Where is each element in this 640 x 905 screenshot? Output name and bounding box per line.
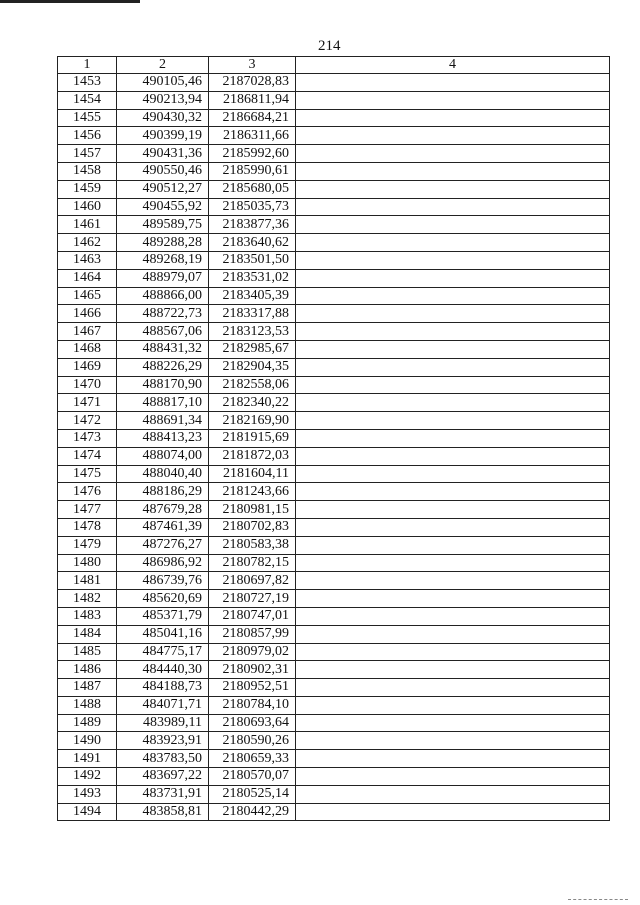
column-header-4: 4 (296, 57, 610, 74)
scan-edge-line (0, 0, 140, 3)
point-number-cell: 1470 (58, 376, 117, 394)
x-coordinate-cell: 484188,73 (117, 679, 209, 697)
y-coordinate-cell: 2181604,11 (209, 465, 296, 483)
x-coordinate-cell: 490213,94 (117, 91, 209, 109)
note-cell (296, 590, 610, 608)
point-number-cell: 1471 (58, 394, 117, 412)
x-coordinate-cell: 488866,00 (117, 287, 209, 305)
note-cell (296, 447, 610, 465)
y-coordinate-cell: 2183501,50 (209, 251, 296, 269)
y-coordinate-cell: 2180590,26 (209, 732, 296, 750)
y-coordinate-cell: 2180782,15 (209, 554, 296, 572)
point-number-cell: 1454 (58, 91, 117, 109)
point-number-cell: 1479 (58, 536, 117, 554)
page-number: 214 (318, 38, 341, 54)
x-coordinate-cell: 487461,39 (117, 518, 209, 536)
note-cell (296, 127, 610, 145)
table-row (58, 109, 610, 127)
table-row (58, 429, 610, 447)
y-coordinate-cell: 2185992,60 (209, 145, 296, 163)
point-number-cell: 1467 (58, 323, 117, 341)
point-number-cell: 1494 (58, 803, 117, 821)
table-row (58, 696, 610, 714)
y-coordinate-cell: 2180857,99 (209, 625, 296, 643)
note-cell (296, 234, 610, 252)
note-cell (296, 696, 610, 714)
point-number-cell: 1489 (58, 714, 117, 732)
note-cell (296, 394, 610, 412)
x-coordinate-cell: 483697,22 (117, 768, 209, 786)
y-coordinate-cell: 2180902,31 (209, 661, 296, 679)
note-cell (296, 501, 610, 519)
table-row (58, 732, 610, 750)
point-number-cell: 1475 (58, 465, 117, 483)
note-cell (296, 340, 610, 358)
y-coordinate-cell: 2180784,10 (209, 696, 296, 714)
table-row (58, 679, 610, 697)
table-row (58, 305, 610, 323)
note-cell (296, 554, 610, 572)
note-cell (296, 803, 610, 821)
note-cell (296, 376, 610, 394)
x-coordinate-cell: 488413,23 (117, 429, 209, 447)
y-coordinate-cell: 2183640,62 (209, 234, 296, 252)
x-coordinate-cell: 486986,92 (117, 554, 209, 572)
table-row (58, 180, 610, 198)
y-coordinate-cell: 2182558,06 (209, 376, 296, 394)
table-row (58, 554, 610, 572)
table-row (58, 198, 610, 216)
y-coordinate-cell: 2182340,22 (209, 394, 296, 412)
note-cell (296, 572, 610, 590)
note-cell (296, 180, 610, 198)
x-coordinate-cell: 483923,91 (117, 732, 209, 750)
table-row (58, 91, 610, 109)
table-row (58, 501, 610, 519)
point-number-cell: 1457 (58, 145, 117, 163)
x-coordinate-cell: 489589,75 (117, 216, 209, 234)
x-coordinate-cell: 488817,10 (117, 394, 209, 412)
note-cell (296, 305, 610, 323)
x-coordinate-cell: 488431,32 (117, 340, 209, 358)
note-cell (296, 625, 610, 643)
note-cell (296, 287, 610, 305)
note-cell (296, 536, 610, 554)
table-row (58, 536, 610, 554)
y-coordinate-cell: 2185990,61 (209, 162, 296, 180)
x-coordinate-cell: 488722,73 (117, 305, 209, 323)
table-row (58, 74, 610, 92)
point-number-cell: 1472 (58, 412, 117, 430)
y-coordinate-cell: 2180442,29 (209, 803, 296, 821)
note-cell (296, 162, 610, 180)
x-coordinate-cell: 490455,92 (117, 198, 209, 216)
note-cell (296, 483, 610, 501)
y-coordinate-cell: 2180979,02 (209, 643, 296, 661)
table-row (58, 447, 610, 465)
note-cell (296, 661, 610, 679)
point-number-cell: 1463 (58, 251, 117, 269)
y-coordinate-cell: 2186684,21 (209, 109, 296, 127)
table-row (58, 269, 610, 287)
y-coordinate-cell: 2180952,51 (209, 679, 296, 697)
point-number-cell: 1478 (58, 518, 117, 536)
point-number-cell: 1484 (58, 625, 117, 643)
point-number-cell: 1480 (58, 554, 117, 572)
point-number-cell: 1491 (58, 750, 117, 768)
table-row (58, 714, 610, 732)
x-coordinate-cell: 490399,19 (117, 127, 209, 145)
table-row (58, 234, 610, 252)
table-row (58, 145, 610, 163)
note-cell (296, 109, 610, 127)
table-row (58, 251, 610, 269)
table-row (58, 162, 610, 180)
y-coordinate-cell: 2182985,67 (209, 340, 296, 358)
y-coordinate-cell: 2185680,05 (209, 180, 296, 198)
table-header (58, 57, 610, 74)
table-row (58, 572, 610, 590)
note-cell (296, 269, 610, 287)
note-cell (296, 429, 610, 447)
point-number-cell: 1468 (58, 340, 117, 358)
point-number-cell: 1493 (58, 785, 117, 803)
point-number-cell: 1490 (58, 732, 117, 750)
y-coordinate-cell: 2180697,82 (209, 572, 296, 590)
table-row (58, 216, 610, 234)
y-coordinate-cell: 2185035,73 (209, 198, 296, 216)
table-row (58, 127, 610, 145)
table-row (58, 661, 610, 679)
point-number-cell: 1459 (58, 180, 117, 198)
note-cell (296, 251, 610, 269)
note-cell (296, 679, 610, 697)
x-coordinate-cell: 484071,71 (117, 696, 209, 714)
note-cell (296, 91, 610, 109)
x-coordinate-cell: 490431,36 (117, 145, 209, 163)
x-coordinate-cell: 484775,17 (117, 643, 209, 661)
column-header-3: 3 (209, 57, 296, 74)
note-cell (296, 518, 610, 536)
point-number-cell: 1465 (58, 287, 117, 305)
point-number-cell: 1477 (58, 501, 117, 519)
note-cell (296, 145, 610, 163)
x-coordinate-cell: 485041,16 (117, 625, 209, 643)
table-row (58, 412, 610, 430)
header-row (58, 57, 610, 74)
column-header-1: 1 (58, 57, 117, 74)
x-coordinate-cell: 483783,50 (117, 750, 209, 768)
y-coordinate-cell: 2181915,69 (209, 429, 296, 447)
note-cell (296, 785, 610, 803)
y-coordinate-cell: 2186311,66 (209, 127, 296, 145)
x-coordinate-cell: 488979,07 (117, 269, 209, 287)
table-row (58, 590, 610, 608)
y-coordinate-cell: 2187028,83 (209, 74, 296, 92)
y-coordinate-cell: 2183317,88 (209, 305, 296, 323)
table-row (58, 518, 610, 536)
x-coordinate-cell: 488074,00 (117, 447, 209, 465)
x-coordinate-cell: 490105,46 (117, 74, 209, 92)
table-row (58, 607, 610, 625)
table-row (58, 483, 610, 501)
y-coordinate-cell: 2180659,33 (209, 750, 296, 768)
x-coordinate-cell: 483858,81 (117, 803, 209, 821)
table-row (58, 785, 610, 803)
x-coordinate-cell: 490430,32 (117, 109, 209, 127)
y-coordinate-cell: 2180702,83 (209, 518, 296, 536)
y-coordinate-cell: 2182904,35 (209, 358, 296, 376)
table-row (58, 750, 610, 768)
table-row (58, 287, 610, 305)
x-coordinate-cell: 488170,90 (117, 376, 209, 394)
point-number-cell: 1474 (58, 447, 117, 465)
y-coordinate-cell: 2180747,01 (209, 607, 296, 625)
point-number-cell: 1488 (58, 696, 117, 714)
table-row (58, 376, 610, 394)
x-coordinate-cell: 486739,76 (117, 572, 209, 590)
point-number-cell: 1456 (58, 127, 117, 145)
x-coordinate-cell: 487276,27 (117, 536, 209, 554)
x-coordinate-cell: 483731,91 (117, 785, 209, 803)
point-number-cell: 1486 (58, 661, 117, 679)
coordinates-table (57, 56, 610, 821)
point-number-cell: 1453 (58, 74, 117, 92)
point-number-cell: 1492 (58, 768, 117, 786)
x-coordinate-cell: 490550,46 (117, 162, 209, 180)
y-coordinate-cell: 2181243,66 (209, 483, 296, 501)
note-cell (296, 768, 610, 786)
point-number-cell: 1458 (58, 162, 117, 180)
scan-artifact-mark (568, 899, 628, 901)
note-cell (296, 607, 610, 625)
table-row (58, 323, 610, 341)
x-coordinate-cell: 484440,30 (117, 661, 209, 679)
x-coordinate-cell: 488691,34 (117, 412, 209, 430)
point-number-cell: 1464 (58, 269, 117, 287)
point-number-cell: 1487 (58, 679, 117, 697)
point-number-cell: 1481 (58, 572, 117, 590)
table-row (58, 340, 610, 358)
note-cell (296, 732, 610, 750)
note-cell (296, 643, 610, 661)
y-coordinate-cell: 2180981,15 (209, 501, 296, 519)
x-coordinate-cell: 483989,11 (117, 714, 209, 732)
y-coordinate-cell: 2180570,07 (209, 768, 296, 786)
y-coordinate-cell: 2181872,03 (209, 447, 296, 465)
x-coordinate-cell: 488186,29 (117, 483, 209, 501)
y-coordinate-cell: 2183877,36 (209, 216, 296, 234)
table-row (58, 625, 610, 643)
y-coordinate-cell: 2183123,53 (209, 323, 296, 341)
point-number-cell: 1460 (58, 198, 117, 216)
point-number-cell: 1466 (58, 305, 117, 323)
x-coordinate-cell: 488567,06 (117, 323, 209, 341)
point-number-cell: 1462 (58, 234, 117, 252)
x-coordinate-cell: 488040,40 (117, 465, 209, 483)
x-coordinate-cell: 489268,19 (117, 251, 209, 269)
y-coordinate-cell: 2183405,39 (209, 287, 296, 305)
note-cell (296, 412, 610, 430)
note-cell (296, 465, 610, 483)
note-cell (296, 198, 610, 216)
point-number-cell: 1469 (58, 358, 117, 376)
note-cell (296, 714, 610, 732)
note-cell (296, 216, 610, 234)
x-coordinate-cell: 489288,28 (117, 234, 209, 252)
x-coordinate-cell: 490512,27 (117, 180, 209, 198)
y-coordinate-cell: 2186811,94 (209, 91, 296, 109)
point-number-cell: 1476 (58, 483, 117, 501)
table-row (58, 768, 610, 786)
table-row (58, 465, 610, 483)
table-row (58, 358, 610, 376)
note-cell (296, 323, 610, 341)
point-number-cell: 1461 (58, 216, 117, 234)
note-cell (296, 74, 610, 92)
point-number-cell: 1485 (58, 643, 117, 661)
y-coordinate-cell: 2180583,38 (209, 536, 296, 554)
column-header-2: 2 (117, 57, 209, 74)
table-row (58, 803, 610, 821)
note-cell (296, 358, 610, 376)
x-coordinate-cell: 485371,79 (117, 607, 209, 625)
point-number-cell: 1473 (58, 429, 117, 447)
x-coordinate-cell: 485620,69 (117, 590, 209, 608)
y-coordinate-cell: 2180525,14 (209, 785, 296, 803)
y-coordinate-cell: 2182169,90 (209, 412, 296, 430)
table-row (58, 394, 610, 412)
y-coordinate-cell: 2180693,64 (209, 714, 296, 732)
table-row (58, 643, 610, 661)
point-number-cell: 1482 (58, 590, 117, 608)
y-coordinate-cell: 2180727,19 (209, 590, 296, 608)
point-number-cell: 1455 (58, 109, 117, 127)
point-number-cell: 1483 (58, 607, 117, 625)
x-coordinate-cell: 488226,29 (117, 358, 209, 376)
y-coordinate-cell: 2183531,02 (209, 269, 296, 287)
table-body (58, 74, 610, 821)
note-cell (296, 750, 610, 768)
x-coordinate-cell: 487679,28 (117, 501, 209, 519)
